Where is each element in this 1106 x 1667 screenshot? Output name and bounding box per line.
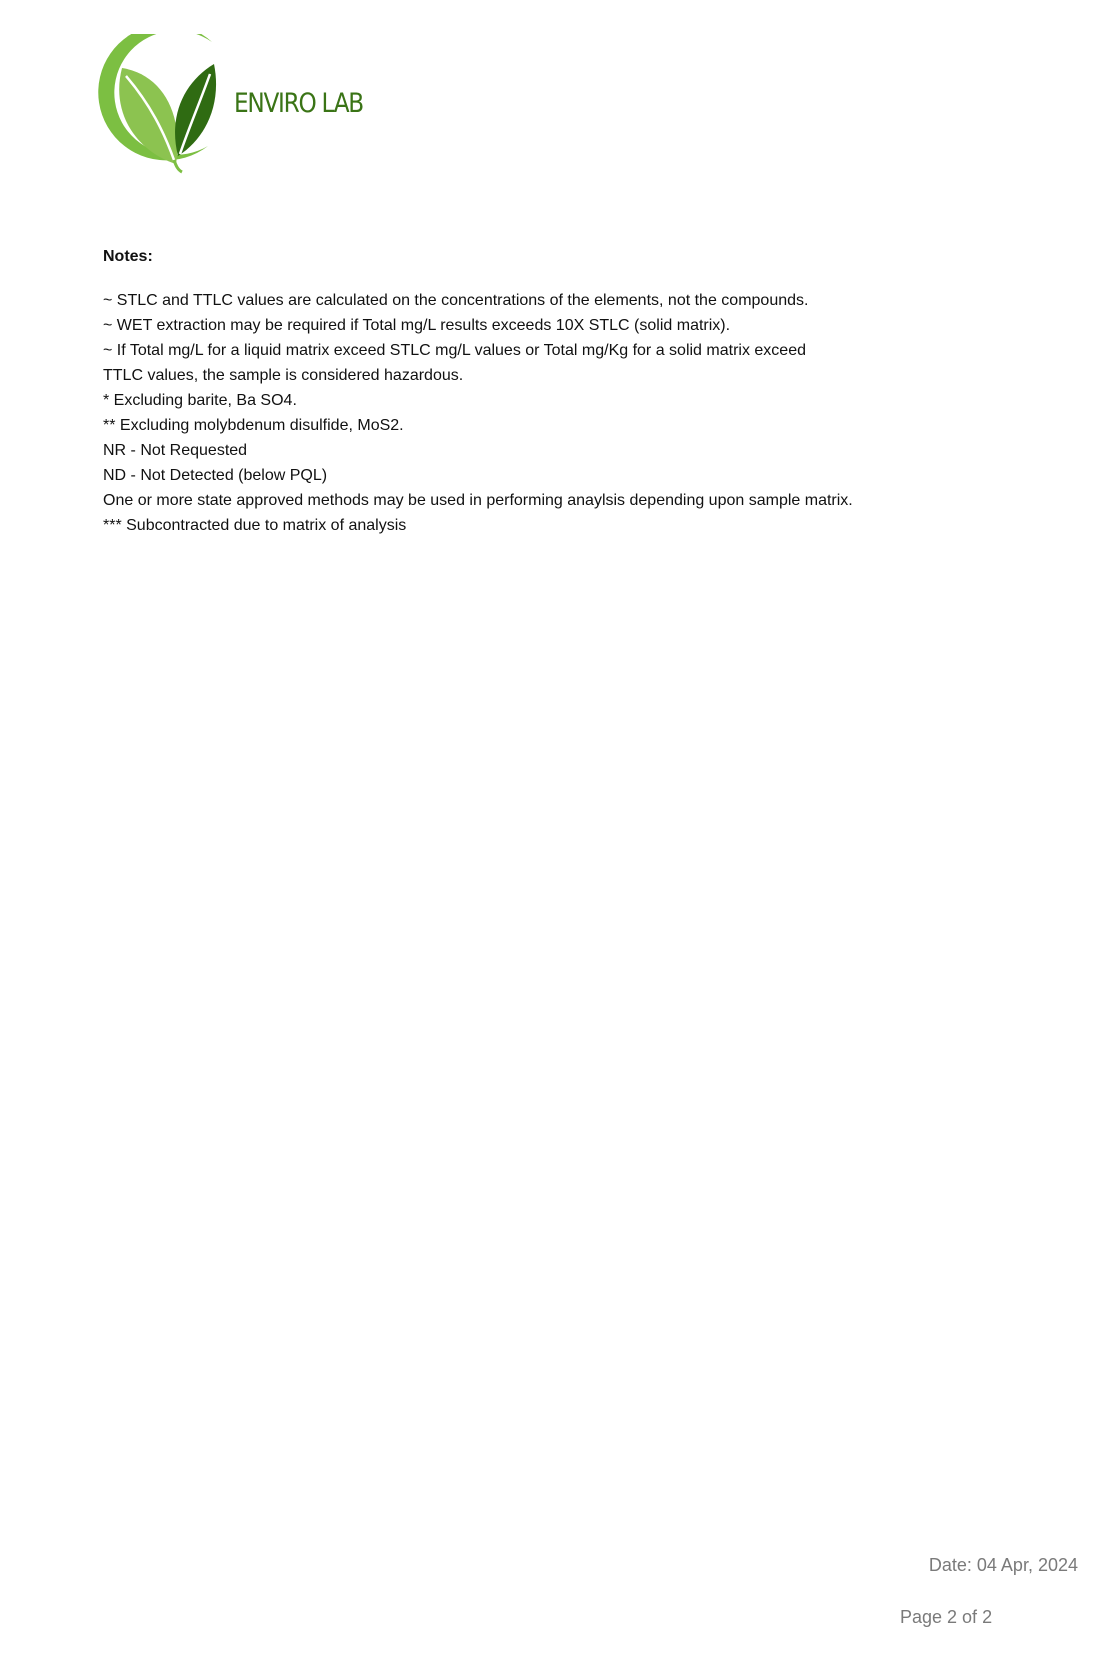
page-number: Page 2 of 2 <box>900 1607 993 1627</box>
note-item: ~ If Total mg/L for a liquid matrix exceed STLC mg/L values or Total mg/Kg for a solid matrix exceed <box>103 342 806 359</box>
leaf-logo-icon <box>92 34 232 174</box>
note-item: One or more state approved methods may be used in performing anaylsis depending upon sample matrix. <box>103 492 853 509</box>
note-item: ND - Not Detected (below PQL) <box>103 467 328 484</box>
notes-section <box>103 246 1003 538</box>
logo-text: ENVIRO LAB <box>234 88 363 119</box>
notes-heading: Notes: <box>103 248 153 265</box>
note-item: ~ WET extraction may be required if Total mg/L results exceeds 10X STLC (solid matrix). <box>103 317 731 334</box>
company-logo <box>92 34 362 174</box>
note-item: NR - Not Requested <box>103 442 248 459</box>
note-item: ** Excluding molybdenum disulfide, MoS2. <box>103 417 404 434</box>
notes-list <box>103 288 1003 538</box>
report-date: Date: 04 Apr, 2024 <box>928 1555 1078 1575</box>
note-item: ~ STLC and TTLC values are calculated on the concentrations of the elements, not the compounds. <box>103 292 809 309</box>
note-item: TTLC values, the sample is considered hazardous. <box>103 367 464 384</box>
note-item: *** Subcontracted due to matrix of analysis <box>103 517 407 534</box>
note-item: * Excluding barite, Ba SO4. <box>103 392 297 409</box>
